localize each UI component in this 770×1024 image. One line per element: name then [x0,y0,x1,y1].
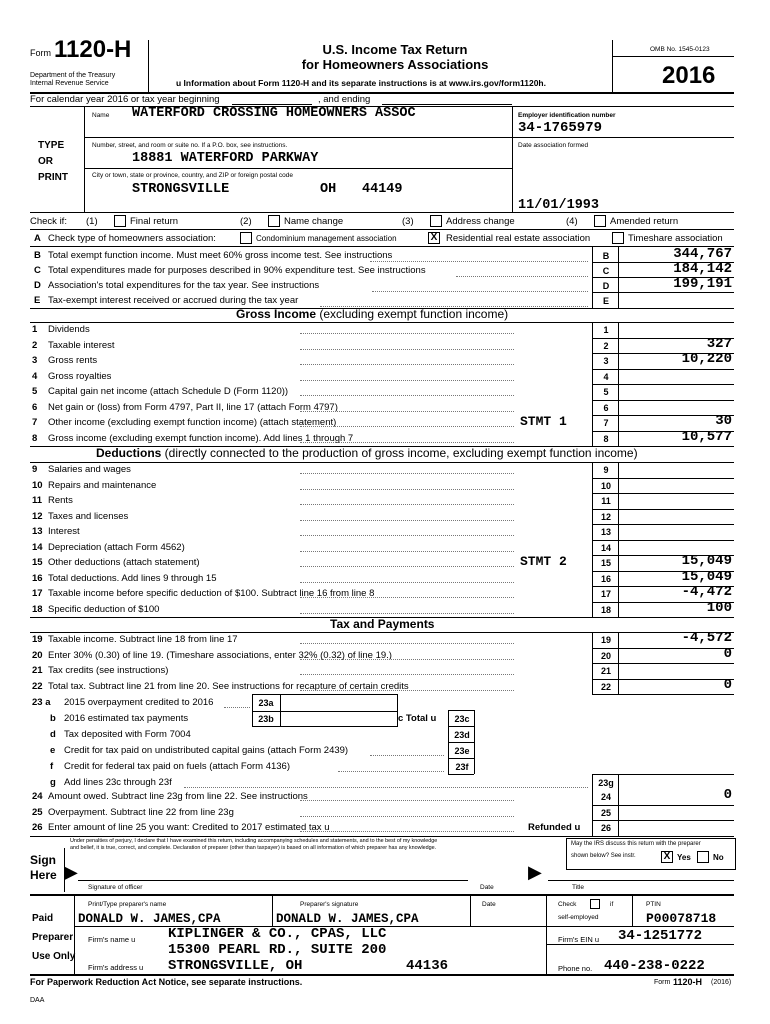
title-line-1: U.S. Income Tax Return [322,42,468,57]
line-text: Total exempt function income. Must meet 60% gross income test. See instructions [48,250,393,261]
box-label: 10 [600,480,611,491]
line-number: 6 [32,401,38,413]
final-return-checkbox[interactable] [114,215,126,227]
dept-irs: Internal Revenue Service [30,80,109,87]
line-number: 1 [32,324,38,335]
phone-label: Phone no. [558,964,593,973]
firm-address-line-1: 15300 PEARL RD., SUITE 200 [168,942,387,958]
preparer-date-label: Date [482,901,496,908]
irs-discuss-text-2: shown below? See instr. [571,853,636,859]
self-employed-label: self-employed [558,914,599,921]
line-text: Total deductions. Add lines 9 through 15 [48,572,217,584]
line-number: 8 [32,432,38,444]
sign-title-label: Title [572,884,585,891]
box-label: 16 [600,573,611,584]
association-name: WATERFORD CROSSING HOMEOWNERS ASSOC [132,106,416,121]
line-text: Gross income (excluding exempt function income). Add lines 1 through 7 [48,432,354,444]
line-number: 17 [32,588,43,599]
sign-date-label: Date [480,884,494,891]
box-23c: 23c [454,714,470,724]
line-value: 10,220 [681,351,732,367]
check-if-label: Check if: [30,216,67,227]
ptin-label: PTIN [646,901,661,908]
firm-ein-label: Firm's EIN u [558,935,600,944]
box-label: 3 [603,356,609,366]
line-text: Capital gain net income (attach Schedule D (Form 1120)) [48,386,289,397]
street-value: 18881 WATERFORD PARKWAY [132,151,319,166]
line-text: Specific deduction of $100 [48,603,160,615]
box-label: 14 [600,542,611,553]
title-line-2: for Homeowners Associations [301,57,489,72]
or-label: OR [38,156,53,167]
line-text: Other deductions (attach statement) [48,557,200,568]
form-prefix: Form [30,48,51,58]
check-num-1: (1) [86,216,98,227]
box-label: 12 [600,511,611,522]
residential-label: Residential real estate association [446,233,591,244]
footer-form-number: 1120-H [673,977,703,987]
preparer-signature: DONALD W. JAMES,CPA [276,912,419,926]
box-23d: 23d [454,730,470,740]
deductions-heading [96,446,638,460]
line-23d-text: Tax deposited with Form 7004 [64,729,191,740]
line-text: Dividends [48,324,90,335]
line-number: 5 [32,386,38,397]
ein-label: Employer identification number [518,112,616,119]
no-label: No [713,853,724,862]
line-23e-num: e [50,745,56,756]
preparer-label: Preparer [32,932,74,943]
form-header [30,36,733,92]
amended-return-label: Amended return [610,216,679,227]
firm-address-label: Firm's address u [88,963,144,972]
name-change-checkbox[interactable] [268,215,280,227]
line-a-letter: A [34,233,41,244]
box-label: 26 [600,823,611,833]
gross-income-heading [236,307,508,321]
tax-payments-heading [330,617,434,631]
irs-discuss-text-1: May the IRS discuss this return with the preparer [571,841,701,847]
line-value: 30 [715,413,732,429]
sign-arrow-icon: ▶ [64,862,78,882]
ein-value: 34-1765979 [518,120,603,136]
line-text: Association's total expenditures for the tax year. See instructions [48,280,320,291]
address-change-checkbox[interactable] [430,215,442,227]
line-number: 16 [32,572,43,584]
condo-checkbox[interactable] [240,232,252,244]
line-number: 13 [32,526,43,537]
address-change-label: Address change [446,216,515,227]
sign-label: Sign [30,853,56,867]
line-text: Other income (excluding exempt function income) (attach statement) [48,417,337,428]
city-label: City or town, state or province, country, and ZIP or foreign postal code [92,172,293,179]
box-label: C [602,266,610,276]
line-text: Tax credits (see instructions) [48,665,169,676]
line-number: 15 [32,557,43,568]
line-number: 2 [32,339,38,351]
date-formed-label: Date association formed [518,142,589,149]
firm-city: STRONGSVILLE, OH [168,958,303,974]
check-num-4: (4) [566,216,578,227]
condo-label: Condominium management association [256,234,397,243]
line-number: 22 [32,680,43,692]
line-number: 3 [32,355,38,366]
line-number: 21 [32,665,43,676]
line-value: 0 [723,787,732,803]
box-label: 20 [600,650,611,661]
sign-arrow-icon-2: ▶ [528,862,542,882]
line-23c-total: c Total u [398,713,437,724]
line-number: 14 [32,541,43,553]
line-value: 184,142 [673,261,732,277]
irs-discuss-box [566,838,736,870]
type-label: TYPE [38,140,65,151]
here-label: Here [30,868,57,882]
self-employed-checkbox[interactable] [590,899,600,909]
box-label: 18 [600,604,611,615]
line-number: 12 [32,510,43,522]
box-label: E [602,296,609,306]
line-value: 344,767 [673,246,732,262]
line-text: Enter amount of line 25 you want: Credited to 2017 estimated tax u [48,822,330,833]
form-title [150,42,640,72]
firm-name: KIPLINGER & CO., CPAS, LLC [168,926,387,942]
line-value: 0 [723,676,732,693]
print-label: PRINT [38,172,68,183]
line-text: Total expenditures made for purposes described in 90% expenditure test. See instructions [48,265,426,276]
preparer-name: DONALD W. JAMES,CPA [78,912,221,926]
use-only-label: Use Only [32,951,76,962]
box-label: 7 [603,418,609,428]
and-ending: , and ending [318,94,371,105]
form-number: 1120-H [54,36,132,63]
line-23g-num: g [50,777,56,788]
check-num-2: (2) [240,216,252,227]
firm-name-label: Firm's name u [88,935,136,944]
line-number: 20 [32,649,43,661]
refunded-label: Refunded u [528,822,581,833]
daa-label: DAA [30,997,45,1004]
box-label: 19 [600,635,611,645]
box-label: 1 [603,325,609,335]
line-text: Tax-exempt interest received or accrued during the tax year [48,295,299,306]
date-formed-value: 11/01/1993 [518,198,600,213]
line-text: Salaries and wages [48,464,131,475]
box-label: B [602,251,610,261]
phone-value: 440-238-0222 [604,958,705,974]
line-text: Taxable income before specific deduction of $100. Subtract line 16 from line 8 [48,588,375,599]
line-number: 9 [32,464,38,475]
line-text: Rents [48,495,73,506]
line-number: 4 [32,370,38,382]
line-23b-num: b [50,713,56,724]
line-value: 15,049 [681,568,732,585]
yes-label: Yes [677,853,691,862]
calendar-year: For calendar year 2016 or tax year beginning [30,94,220,105]
line-text: Total tax. Subtract line 21 from line 20. See instructions for recapture of certain credits [48,680,409,692]
print-name-label: Print/Type preparer's name [88,901,167,908]
section-title: Gross Income [236,307,317,321]
line-value: -4,472 [681,584,732,600]
box-label: 22 [600,681,611,692]
line-text: Amount owed. Subtract line 23g from line 22. See instructions [48,791,308,802]
footer-form-year: (2016) [711,979,732,986]
line-value: 0 [723,645,732,662]
line-value: 199,191 [673,276,732,292]
line-23d-num: d [50,729,56,740]
line-23a-text: 2015 overpayment credited to 2016 [64,697,214,708]
footer-form-label: Form [654,979,671,986]
timeshare-label: Timeshare association [628,233,723,244]
final-return-label: Final return [130,216,179,227]
check-num-3: (3) [402,216,414,227]
line-number: 10 [32,479,43,491]
street-label: Number, street, and room or suite no. If a P.O. box, see instructions. [92,142,288,149]
irs-discuss-no-checkbox[interactable] [697,851,709,863]
box-label: 13 [600,527,611,537]
line-a-text: Check type of homeowners association: [48,233,216,244]
section-subtitle: (directly connected to the production of gross income, excluding exempt function income) [161,446,638,460]
box-label: 5 [603,387,609,397]
section-title: Tax and Payments [330,617,435,631]
line-23g-text: Add lines 23c through 23f [64,777,172,788]
line-23e-text: Credit for tax paid on undistributed capital gains (attach Form 2439) [64,745,349,756]
box-label: 21 [600,666,611,676]
irs-discuss-yes-checkbox[interactable]: X [661,851,673,863]
timeshare-checkbox[interactable] [612,232,624,244]
box-label: 15 [600,558,611,568]
line-letter: D [34,280,41,291]
line-number: 26 [32,822,43,833]
line-text: Depreciation (attach Form 4562) [48,541,185,553]
box-label: 25 [600,807,611,818]
box-label: 9 [603,465,609,475]
line-number: 18 [32,603,43,615]
section-title: Deductions [96,446,162,460]
box-23e: 23e [454,746,470,756]
line-text: Taxable income. Subtract line 18 from line 17 [48,634,238,645]
box-label: 17 [600,589,611,599]
line-23f-text: Credit for federal tax paid on fuels (attach Form 4136) [64,761,291,772]
if-label: if [610,901,614,908]
line-value: 15,049 [681,553,732,569]
line-value: 10,577 [681,428,732,445]
line-text: Overpayment. Subtract line 22 from line 23g [48,806,234,818]
amended-return-checkbox[interactable] [594,215,606,227]
line-text: Net gain or (loss) from Form 4797, Part II, line 17 (attach Form 4797) [48,401,338,413]
line-23b-text: 2016 estimated tax payments [64,713,189,724]
paid-label: Paid [32,913,54,924]
firm-ein: 34-1251772 [618,928,703,944]
line-number: 11 [32,495,43,506]
omb-number: OMB No. 1545-0123 [650,46,710,53]
line-letter: C [34,265,41,276]
section-subtitle: (excluding exempt function income) [316,307,509,321]
box-23a: 23a [258,698,274,708]
line-number: 19 [32,634,43,645]
line-number: 24 [32,791,43,802]
line-text: Repairs and maintenance [48,479,157,491]
box-label: 24 [600,792,611,802]
line-23f-num: f [50,761,54,772]
line-text: Gross royalties [48,370,112,382]
name-change-label: Name change [284,216,344,227]
line-value: 327 [706,335,732,352]
line-number: 25 [32,806,43,818]
name-label: Name [92,112,110,119]
line-text: Enter 30% (0.30) of line 19. (Timeshare associations, enter 32% (0.32) of line 19.) [48,649,392,661]
line-value: 100 [706,599,732,616]
preparer-signature-label: Preparer's signature [300,901,359,908]
ptin-value: P00078718 [646,911,717,926]
box-label: D [602,281,610,291]
perjury-text-2: and belief, it is true, correct, and complete. Declaration of preparer (other than taxpayer) is based on all information of which preparer has any knowledge. [70,845,437,851]
tax-year: 2016 [662,62,716,89]
signature-officer-label: Signature of officer [88,884,143,891]
line-number: 7 [32,417,38,428]
line-letter: B [34,250,41,261]
box-23g: 23g [598,778,614,788]
perjury-text-1: Under penalties of perjury, I declare that I have examined this return, including accompanying schedules and statements, and to the best of my knowledge [70,838,438,844]
box-label: 2 [603,340,609,351]
zip-value: 44149 [362,182,403,197]
box-23b: 23b [258,714,274,724]
city-value: STRONGSVILLE [132,182,230,197]
statement-ref: STMT 1 [520,414,567,429]
box-label: 8 [603,433,609,444]
line-text: Gross rents [48,355,98,366]
paperwork-notice: For Paperwork Reduction Act Notice, see separate instructions. [30,977,303,987]
statement-ref: STMT 2 [520,554,567,569]
check-label: Check [558,901,577,908]
box-label: 4 [603,371,609,382]
box-label: 6 [603,402,609,413]
state-value: OH [320,182,337,197]
box-23f: 23f [455,762,469,772]
info-line: u Information about Form 1120-H and its separate instructions is at www.irs.gov/form1120h. [176,78,546,88]
dept-treasury: Department of the Treasury [30,72,116,79]
firm-zip: 44136 [406,958,449,974]
line-text: Taxable interest [48,339,115,351]
line-letter: E [34,295,41,306]
box-label: 11 [601,496,611,506]
residential-checkbox[interactable]: X [428,232,440,244]
line-text: Interest [48,526,80,537]
line-text: Taxes and licenses [48,510,129,522]
line-value: -4,572 [681,630,732,646]
line-23a-num: 23 a [32,697,51,708]
